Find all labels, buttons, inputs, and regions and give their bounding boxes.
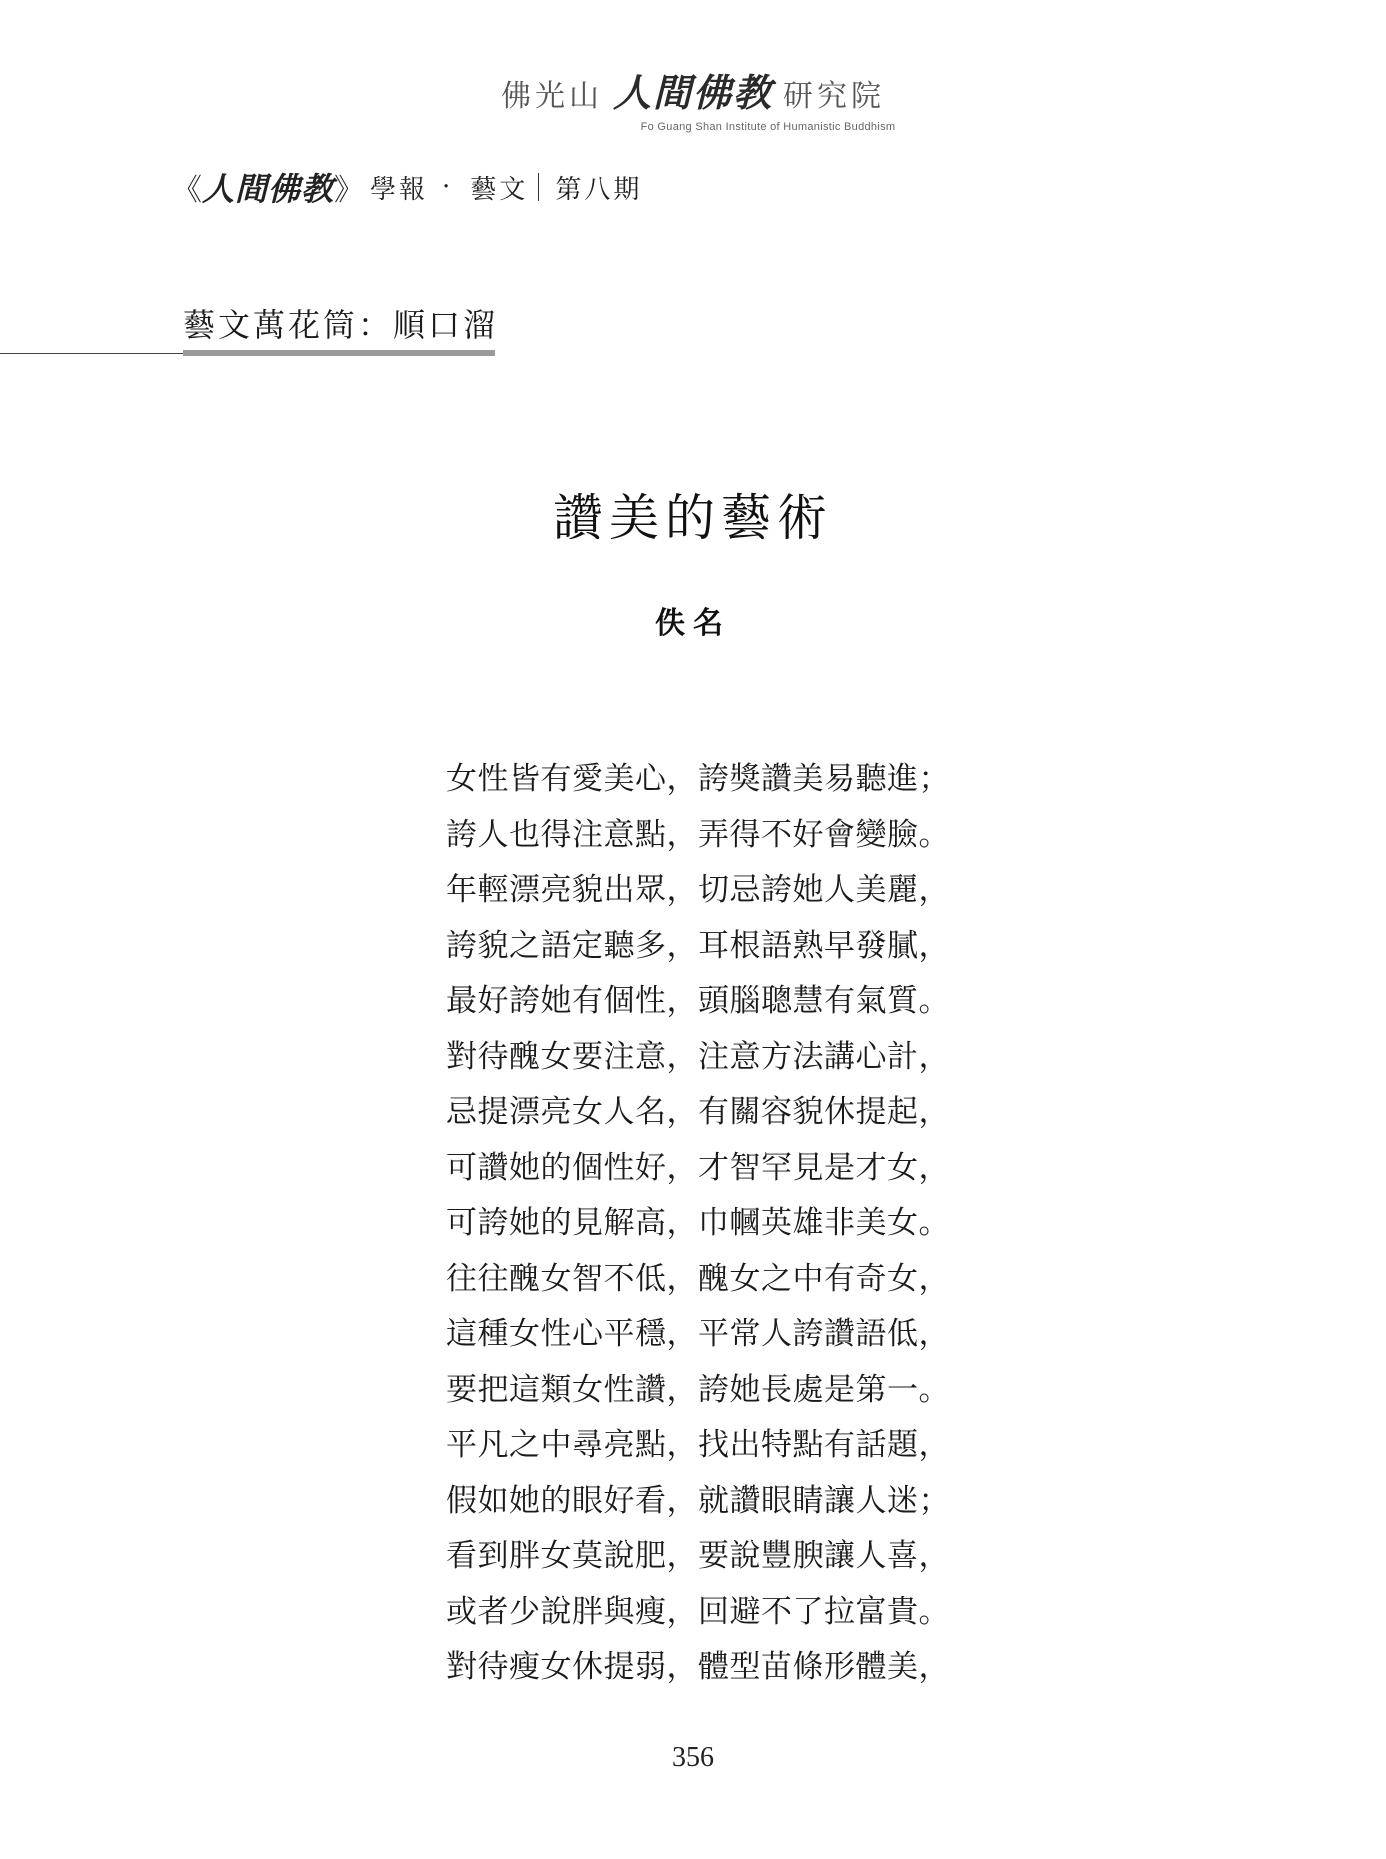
poem-line: 看到胖女莫說肥，要說豐腴讓人喜， <box>446 1538 950 1574</box>
poem-body <box>446 752 1006 1696</box>
running-head-divider <box>538 173 539 201</box>
poem-line: 對待瘦女休提弱，體型苗條形體美， <box>446 1649 950 1685</box>
poem-line: 平凡之中尋亮點，找出特點有話題， <box>446 1427 950 1463</box>
running-head <box>172 164 642 210</box>
page-number: 356 <box>672 1742 714 1773</box>
institute-suffix: 研究院 <box>783 79 885 114</box>
poem-line: 最好誇她有個性，頭腦聰慧有氣質。 <box>446 983 950 1019</box>
running-head-dot: · <box>442 172 451 202</box>
poem-line: 往往醜女智不低，醜女之中有奇女， <box>446 1260 950 1297</box>
poem-line: 對待醜女要注意，注意方法講心計， <box>446 1038 950 1075</box>
section-heading: 藝文萬花筒：順口溜 <box>183 306 499 344</box>
poem-line: 年輕漂亮貌出眾，切忌誇她人美麗， <box>446 872 950 908</box>
institute-prefix: 佛光山 <box>500 79 603 114</box>
poem-line: 可讚她的個性好，才智罕見是才女， <box>446 1149 950 1186</box>
poem-line: 誇人也得注意點，弄得不好會變臉。 <box>446 816 950 853</box>
article-author: 佚名 <box>655 606 731 641</box>
running-head-section: 藝文 <box>470 174 529 205</box>
poem-line: 要把這類女性讚，誇她長處是第一。 <box>446 1371 950 1408</box>
running-head-journal: 學報 <box>370 174 429 205</box>
poem-line: 女性皆有愛美心，誇獎讚美易聽進； <box>446 761 950 797</box>
section-underline-bar <box>183 350 495 356</box>
poem-line: 誇貌之語定聽多，耳根語熟早發膩， <box>446 927 950 964</box>
institute-english-name: Fo Guang Shan Institute of Humanistic Buddhism <box>640 121 896 133</box>
running-head-close-bracket: 》 <box>334 173 365 208</box>
poem-line: 忌提漂亮女人名，有關容貌休提起， <box>446 1094 950 1130</box>
institute-header <box>0 62 1386 133</box>
poem-line: 可誇她的見解高，巾幗英雄非美女。 <box>446 1205 950 1241</box>
poem-line: 假如她的眼好看，就讚眼睛讓人迷； <box>446 1482 950 1519</box>
running-head-brand: 人間佛教 <box>202 170 335 208</box>
institute-name <box>501 62 885 117</box>
institute-brand-logo: 人間佛教 <box>612 70 773 115</box>
running-head-issue: 第八期 <box>555 174 643 205</box>
poem-line: 這種女性心平穩，平常人誇讚語低， <box>446 1316 950 1352</box>
article-title: 讚美的藝術 <box>553 489 833 547</box>
running-head-open-bracket: 《 <box>172 173 202 208</box>
poem-line: 或者少說胖與瘦，回避不了拉富貴。 <box>446 1593 950 1630</box>
